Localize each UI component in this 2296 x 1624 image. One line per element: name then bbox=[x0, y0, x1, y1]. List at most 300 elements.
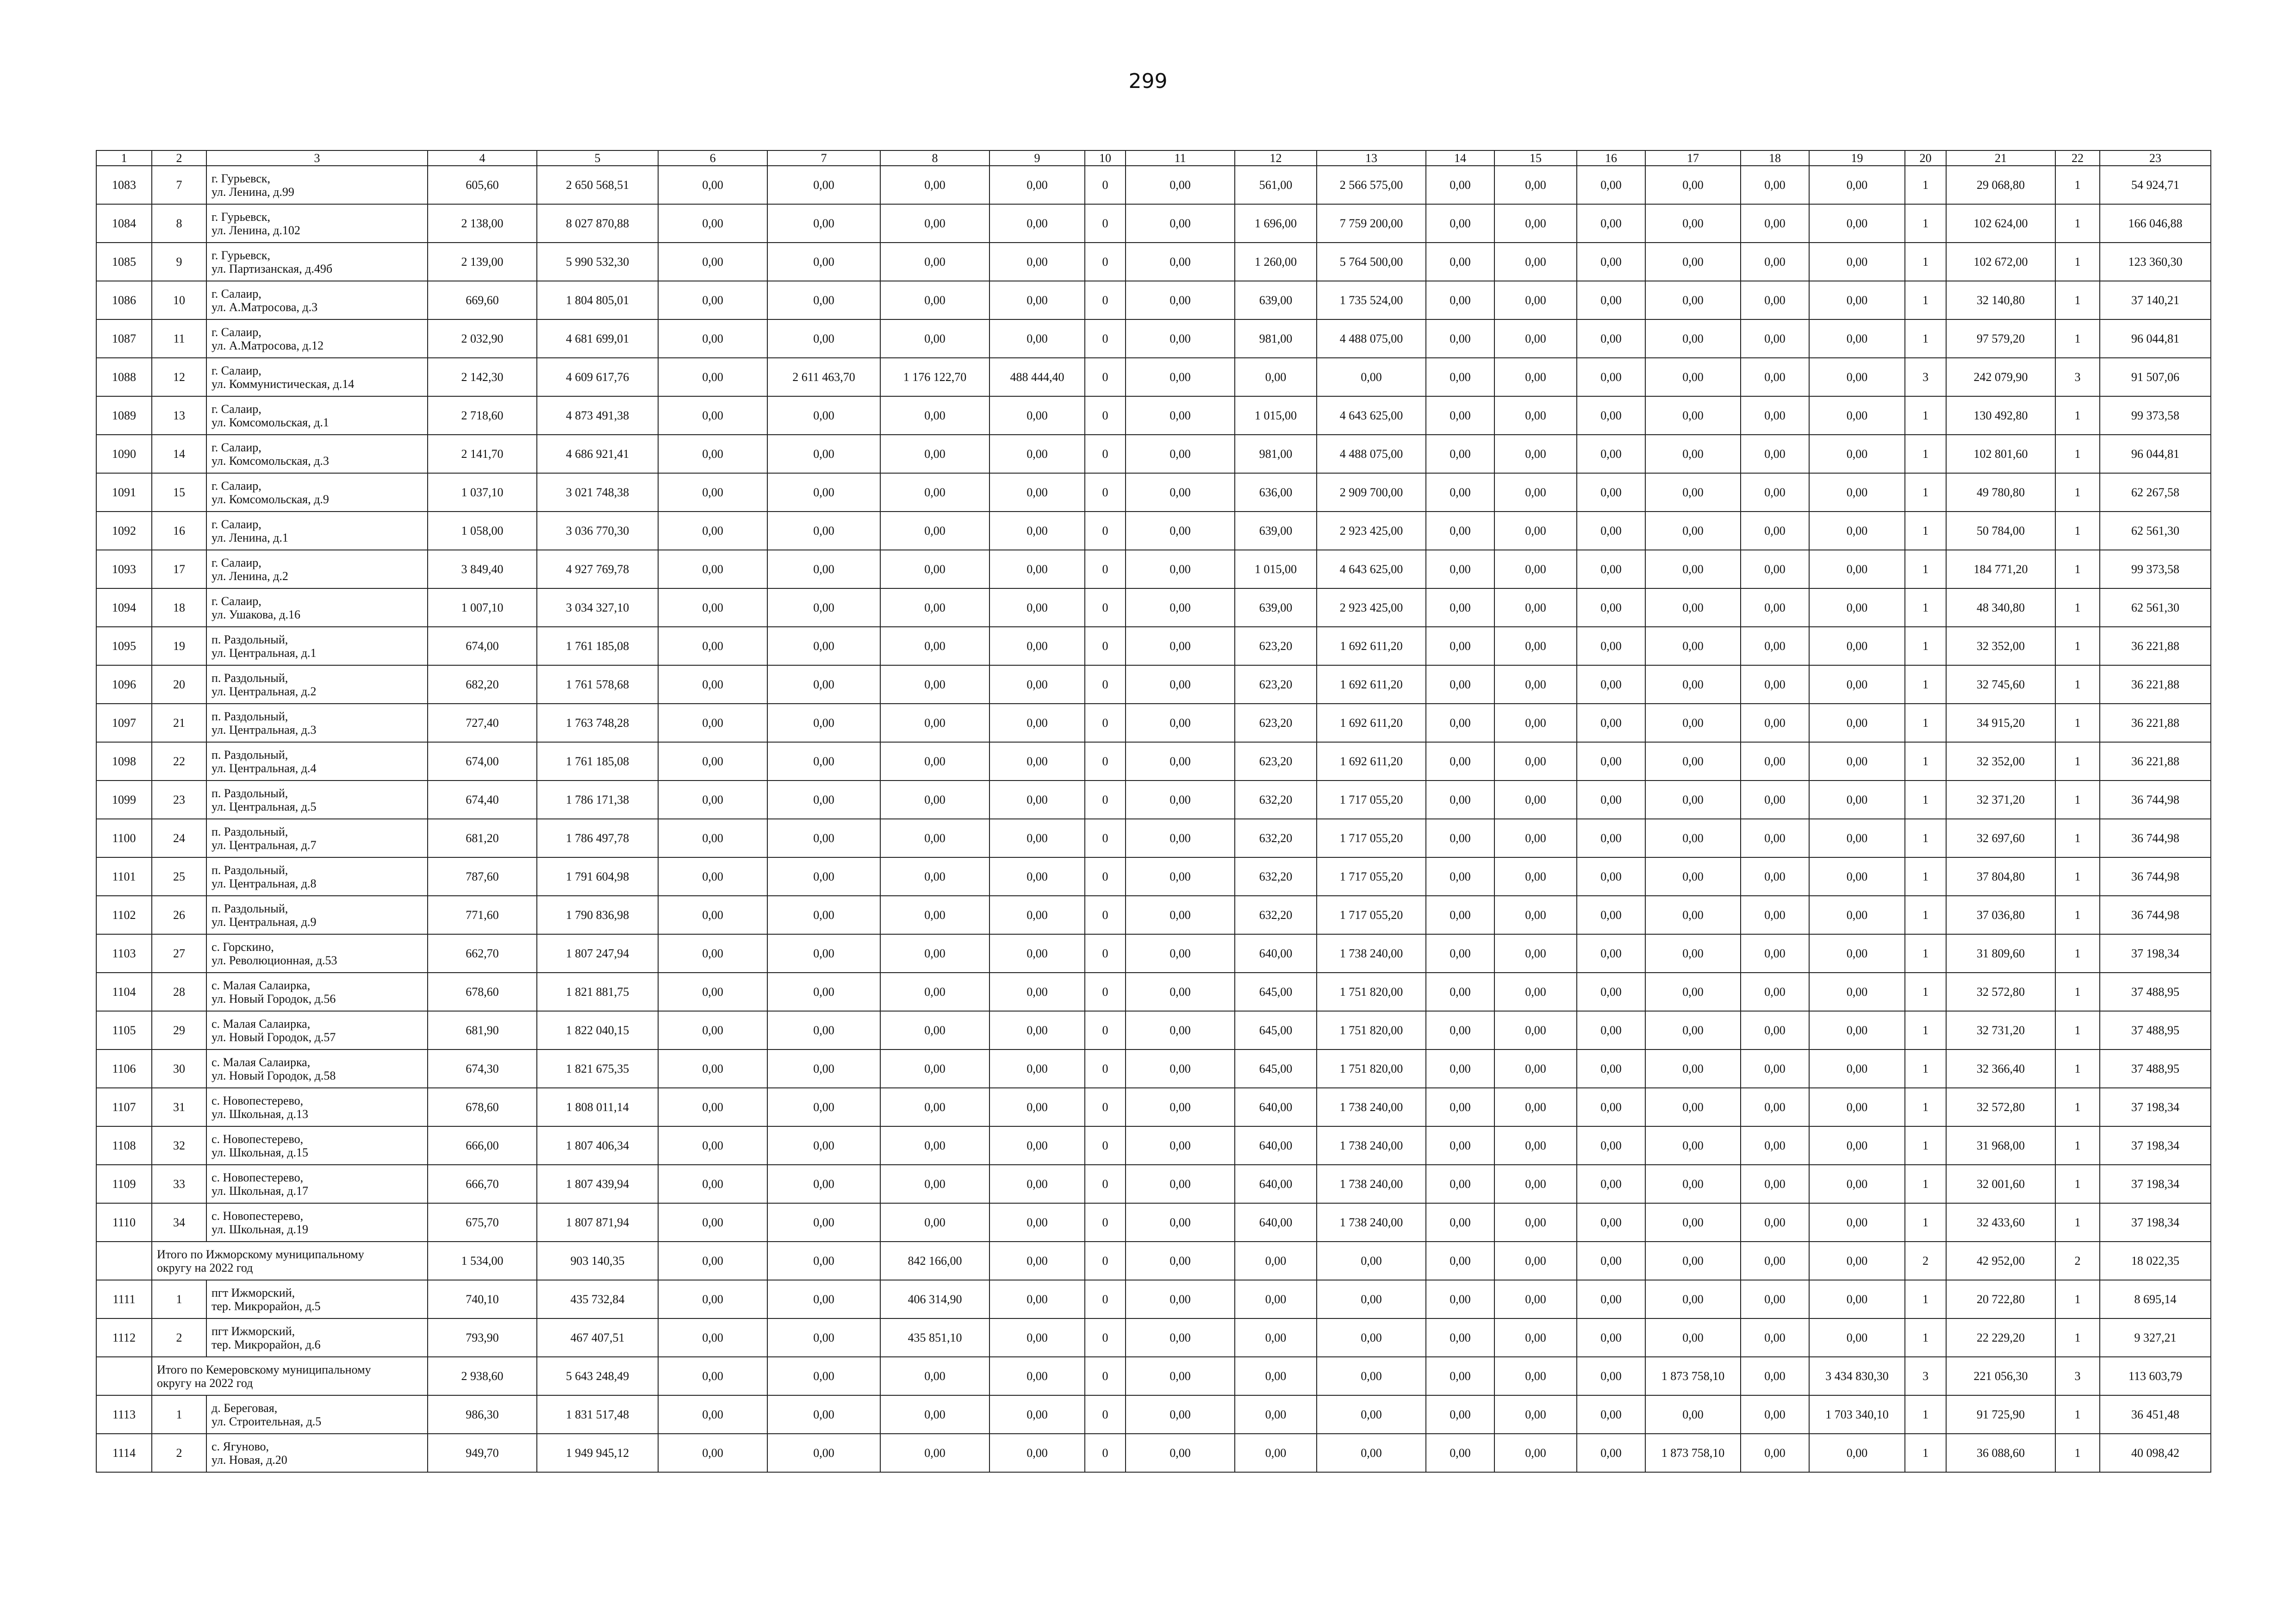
value-cell: 0,00 bbox=[1741, 1203, 1809, 1242]
value-cell: 645,00 bbox=[1235, 1011, 1317, 1049]
value-cell: 1 bbox=[2055, 166, 2100, 204]
value-cell: 1 bbox=[1905, 704, 1946, 742]
value-cell: 42 952,00 bbox=[1946, 1242, 2055, 1280]
address-line-2: ул. Новый Городок, д.56 bbox=[212, 992, 336, 1006]
item-number: 22 bbox=[152, 742, 206, 781]
value-cell: 0,00 bbox=[1741, 1434, 1809, 1472]
address-cell bbox=[206, 1318, 428, 1357]
value-cell: 0,00 bbox=[1126, 1395, 1235, 1434]
value-cell: 1 738 240,00 bbox=[1317, 1165, 1426, 1203]
value-cell: 0,00 bbox=[1577, 166, 1645, 204]
table-row bbox=[96, 550, 2211, 588]
value-cell: 0,00 bbox=[1741, 204, 1809, 243]
value-cell: 0,00 bbox=[1741, 1088, 1809, 1126]
address-line-1: Итого по Ижморскому муниципальному bbox=[157, 1247, 364, 1261]
value-cell: 0,00 bbox=[989, 1126, 1085, 1165]
item-number: 24 bbox=[152, 819, 206, 857]
value-cell: 1 260,00 bbox=[1235, 243, 1317, 281]
address-line-1: г. Салаир, bbox=[212, 287, 261, 300]
item-number: 30 bbox=[152, 1049, 206, 1088]
value-cell: 0,00 bbox=[1741, 396, 1809, 435]
column-header: 22 bbox=[2055, 150, 2100, 166]
value-cell: 0,00 bbox=[1577, 1203, 1645, 1242]
item-number: 2 bbox=[152, 1318, 206, 1357]
value-cell: 727,40 bbox=[428, 704, 537, 742]
address-line-2: ул. Новый Городок, д.58 bbox=[212, 1068, 336, 1082]
value-cell: 37 488,95 bbox=[2100, 1011, 2211, 1049]
value-cell: 0,00 bbox=[1235, 1357, 1317, 1395]
table-row bbox=[96, 704, 2211, 742]
value-cell: 0,00 bbox=[1577, 396, 1645, 435]
value-cell: 37 488,95 bbox=[2100, 1049, 2211, 1088]
value-cell: 0,00 bbox=[767, 973, 880, 1011]
value-cell: 0,00 bbox=[1426, 1357, 1494, 1395]
value-cell: 0,00 bbox=[1426, 857, 1494, 896]
address-line-1: г. Салаир, bbox=[212, 440, 261, 454]
value-cell: 0,00 bbox=[1577, 243, 1645, 281]
value-cell: 2 139,00 bbox=[428, 243, 537, 281]
value-cell: 1 bbox=[1905, 1126, 1946, 1165]
address-line-2: ул. А.Матросова, д.12 bbox=[212, 338, 324, 352]
value-cell: 0,00 bbox=[1126, 396, 1235, 435]
value-cell: 0,00 bbox=[989, 166, 1085, 204]
value-cell: 0 bbox=[1085, 358, 1126, 396]
item-number: 25 bbox=[152, 857, 206, 896]
value-cell: 0,00 bbox=[767, 704, 880, 742]
address-line-1: п. Раздольный, bbox=[212, 632, 288, 646]
value-cell: 640,00 bbox=[1235, 934, 1317, 973]
value-cell: 1 717 055,20 bbox=[1317, 857, 1426, 896]
value-cell: 1 bbox=[2055, 435, 2100, 473]
value-cell: 1 bbox=[2055, 1165, 2100, 1203]
address-line-2: ул. Коммунистическая, д.14 bbox=[212, 377, 355, 391]
value-cell: 32 001,60 bbox=[1946, 1165, 2055, 1203]
value-cell: 0,00 bbox=[1809, 973, 1905, 1011]
value-cell: 3 434 830,30 bbox=[1809, 1357, 1905, 1395]
item-number: 13 bbox=[152, 396, 206, 435]
value-cell: 949,70 bbox=[428, 1434, 537, 1472]
value-cell: 1 791 604,98 bbox=[537, 857, 658, 896]
value-cell: 0,00 bbox=[989, 550, 1085, 588]
value-cell: 3 034 327,10 bbox=[537, 588, 658, 627]
address-line-2: ул. Центральная, д.9 bbox=[212, 915, 317, 929]
value-cell: 0,00 bbox=[767, 243, 880, 281]
value-cell: 37 198,34 bbox=[2100, 1165, 2211, 1203]
value-cell: 0,00 bbox=[1577, 973, 1645, 1011]
value-cell: 130 492,80 bbox=[1946, 396, 2055, 435]
value-cell: 0,00 bbox=[880, 588, 989, 627]
value-cell: 0,00 bbox=[1809, 1126, 1905, 1165]
value-cell: 0,00 bbox=[1645, 473, 1741, 512]
value-cell: 0,00 bbox=[658, 704, 767, 742]
value-cell: 0,00 bbox=[1494, 1434, 1577, 1472]
value-cell: 0 bbox=[1085, 1049, 1126, 1088]
value-cell: 0,00 bbox=[1645, 512, 1741, 550]
item-number: 12 bbox=[152, 358, 206, 396]
item-number: 1 bbox=[152, 1395, 206, 1434]
value-cell: 0,00 bbox=[989, 1395, 1085, 1434]
value-cell: 4 488 075,00 bbox=[1317, 435, 1426, 473]
value-cell: 0 bbox=[1085, 1395, 1126, 1434]
value-cell: 640,00 bbox=[1235, 1088, 1317, 1126]
value-cell: 37 198,34 bbox=[2100, 1203, 2211, 1242]
value-cell: 1 bbox=[2055, 896, 2100, 934]
value-cell: 0,00 bbox=[1126, 281, 1235, 319]
value-cell: 0,00 bbox=[1126, 550, 1235, 588]
value-cell: 623,20 bbox=[1235, 627, 1317, 665]
value-cell: 0,00 bbox=[1494, 435, 1577, 473]
value-cell: 0,00 bbox=[1426, 665, 1494, 704]
value-cell: 2 032,90 bbox=[428, 319, 537, 358]
table-row bbox=[96, 1434, 2211, 1472]
table-row bbox=[96, 1203, 2211, 1242]
value-cell: 0,00 bbox=[880, 512, 989, 550]
value-cell: 1 bbox=[1905, 973, 1946, 1011]
value-cell: 561,00 bbox=[1235, 166, 1317, 204]
value-cell: 0 bbox=[1085, 204, 1126, 243]
table-row bbox=[96, 319, 2211, 358]
value-cell: 0,00 bbox=[1741, 358, 1809, 396]
value-cell: 0,00 bbox=[880, 281, 989, 319]
value-cell: 0,00 bbox=[658, 1126, 767, 1165]
column-header: 1 bbox=[96, 150, 152, 166]
value-cell: 91 725,90 bbox=[1946, 1395, 2055, 1434]
value-cell: 0 bbox=[1085, 819, 1126, 857]
value-cell: 0 bbox=[1085, 857, 1126, 896]
value-cell: 0,00 bbox=[658, 1318, 767, 1357]
column-header: 19 bbox=[1809, 150, 1905, 166]
address-line-2: ул. Ушакова, д.16 bbox=[212, 607, 301, 621]
value-cell: 0,00 bbox=[880, 1011, 989, 1049]
address-line-1: с. Новопестерево, bbox=[212, 1209, 304, 1223]
value-cell: 0,00 bbox=[1741, 934, 1809, 973]
value-cell: 36 451,48 bbox=[2100, 1395, 2211, 1434]
value-cell: 2 938,60 bbox=[428, 1357, 537, 1395]
value-cell: 0,00 bbox=[1494, 1088, 1577, 1126]
value-cell: 0,00 bbox=[1741, 281, 1809, 319]
value-cell: 1 bbox=[1905, 1011, 1946, 1049]
value-cell: 1 822 040,15 bbox=[537, 1011, 658, 1049]
value-cell: 0 bbox=[1085, 1126, 1126, 1165]
address-line-1: с. Новопестерево, bbox=[212, 1093, 304, 1107]
value-cell: 0,00 bbox=[767, 281, 880, 319]
value-cell: 1 bbox=[1905, 665, 1946, 704]
value-cell: 31 968,00 bbox=[1946, 1126, 2055, 1165]
value-cell: 1 bbox=[1905, 896, 1946, 934]
value-cell: 640,00 bbox=[1235, 1203, 1317, 1242]
value-cell: 0,00 bbox=[658, 512, 767, 550]
value-cell: 0,00 bbox=[1741, 704, 1809, 742]
value-cell: 0,00 bbox=[1494, 243, 1577, 281]
value-cell: 0,00 bbox=[767, 1011, 880, 1049]
value-cell: 1 bbox=[2055, 857, 2100, 896]
value-cell: 0,00 bbox=[1126, 1011, 1235, 1049]
value-cell: 1 bbox=[2055, 204, 2100, 243]
value-cell: 50 784,00 bbox=[1946, 512, 2055, 550]
value-cell: 1 bbox=[1905, 857, 1946, 896]
value-cell: 32 140,80 bbox=[1946, 281, 2055, 319]
value-cell: 0,00 bbox=[1645, 588, 1741, 627]
value-cell: 1 bbox=[1905, 1049, 1946, 1088]
value-cell: 0,00 bbox=[1741, 512, 1809, 550]
value-cell: 0,00 bbox=[658, 243, 767, 281]
header-row bbox=[96, 150, 2211, 166]
address-line-1: п. Раздольный, bbox=[212, 786, 288, 800]
table-row bbox=[96, 396, 2211, 435]
value-cell: 0,00 bbox=[880, 1126, 989, 1165]
value-cell: 0,00 bbox=[989, 396, 1085, 435]
value-cell: 0,00 bbox=[880, 627, 989, 665]
value-cell: 0,00 bbox=[1317, 1242, 1426, 1280]
value-cell: 1 bbox=[1905, 1203, 1946, 1242]
value-cell: 0,00 bbox=[658, 1165, 767, 1203]
value-cell: 102 672,00 bbox=[1946, 243, 2055, 281]
value-cell: 0,00 bbox=[989, 473, 1085, 512]
value-cell: 0,00 bbox=[1645, 627, 1741, 665]
value-cell: 787,60 bbox=[428, 857, 537, 896]
value-cell: 0,00 bbox=[1577, 857, 1645, 896]
value-cell: 0 bbox=[1085, 896, 1126, 934]
value-cell: 1 821 675,35 bbox=[537, 1049, 658, 1088]
value-cell: 2 141,70 bbox=[428, 435, 537, 473]
value-cell: 605,60 bbox=[428, 166, 537, 204]
value-cell: 1 bbox=[1905, 204, 1946, 243]
value-cell: 0,00 bbox=[880, 704, 989, 742]
value-cell: 1 bbox=[2055, 742, 2100, 781]
value-cell: 0,00 bbox=[1126, 588, 1235, 627]
value-cell: 1 717 055,20 bbox=[1317, 781, 1426, 819]
item-number: 26 bbox=[152, 896, 206, 934]
value-cell: 0,00 bbox=[767, 1318, 880, 1357]
value-cell: 1 949 945,12 bbox=[537, 1434, 658, 1472]
value-cell: 1 738 240,00 bbox=[1317, 1126, 1426, 1165]
address-line-1: с. Малая Салаирка, bbox=[212, 1017, 311, 1031]
value-cell: 22 229,20 bbox=[1946, 1318, 2055, 1357]
value-cell: 0,00 bbox=[1809, 1165, 1905, 1203]
value-cell: 0,00 bbox=[658, 665, 767, 704]
value-cell: 1 bbox=[1905, 742, 1946, 781]
value-cell: 0,00 bbox=[1809, 281, 1905, 319]
value-cell: 986,30 bbox=[428, 1395, 537, 1434]
table-row bbox=[96, 1318, 2211, 1357]
address-cell bbox=[206, 243, 428, 281]
item-number: 16 bbox=[152, 512, 206, 550]
value-cell: 0,00 bbox=[1645, 1126, 1741, 1165]
value-cell: 0,00 bbox=[1809, 857, 1905, 896]
value-cell: 3 849,40 bbox=[428, 550, 537, 588]
column-header: 8 bbox=[880, 150, 989, 166]
value-cell: 0,00 bbox=[1426, 781, 1494, 819]
value-cell: 1 751 820,00 bbox=[1317, 973, 1426, 1011]
value-cell: 0,00 bbox=[880, 1203, 989, 1242]
value-cell: 0,00 bbox=[880, 166, 989, 204]
value-cell: 0,00 bbox=[1426, 396, 1494, 435]
item-number: 1 bbox=[152, 1280, 206, 1318]
value-cell: 37 198,34 bbox=[2100, 934, 2211, 973]
item-number: 29 bbox=[152, 1011, 206, 1049]
value-cell: 0,00 bbox=[1426, 1395, 1494, 1434]
value-cell: 1 696,00 bbox=[1235, 204, 1317, 243]
address-cell bbox=[206, 819, 428, 857]
value-cell: 5 643 248,49 bbox=[537, 1357, 658, 1395]
address-cell bbox=[206, 1049, 428, 1088]
address-line-2: ул. Центральная, д.5 bbox=[212, 800, 317, 813]
value-cell: 0,00 bbox=[880, 896, 989, 934]
value-cell: 645,00 bbox=[1235, 1049, 1317, 1088]
value-cell: 1 763 748,28 bbox=[537, 704, 658, 742]
value-cell: 0,00 bbox=[767, 665, 880, 704]
value-cell: 32 572,80 bbox=[1946, 973, 2055, 1011]
value-cell: 903 140,35 bbox=[537, 1242, 658, 1280]
value-cell: 0,00 bbox=[1426, 704, 1494, 742]
table-body bbox=[96, 166, 2211, 1472]
value-cell: 0,00 bbox=[1126, 1126, 1235, 1165]
value-cell: 102 801,60 bbox=[1946, 435, 2055, 473]
value-cell: 0,00 bbox=[1494, 742, 1577, 781]
value-cell: 1 807 247,94 bbox=[537, 934, 658, 973]
value-cell: 0,00 bbox=[1126, 204, 1235, 243]
value-cell: 0,00 bbox=[1577, 358, 1645, 396]
value-cell: 0,00 bbox=[767, 1357, 880, 1395]
address-line-1: г. Салаир, bbox=[212, 556, 261, 569]
value-cell: 1 bbox=[1905, 166, 1946, 204]
address-line-2: ул. Ленина, д.2 bbox=[212, 569, 288, 583]
value-cell: 0,00 bbox=[1426, 896, 1494, 934]
value-cell: 0,00 bbox=[658, 166, 767, 204]
value-cell: 0,00 bbox=[1126, 1203, 1235, 1242]
table-row bbox=[96, 512, 2211, 550]
value-cell: 662,70 bbox=[428, 934, 537, 973]
value-cell: 0,00 bbox=[1577, 1165, 1645, 1203]
row-number: 1085 bbox=[96, 243, 152, 281]
value-cell: 0,00 bbox=[1494, 1165, 1577, 1203]
row-number: 1112 bbox=[96, 1318, 152, 1357]
row-number: 1101 bbox=[96, 857, 152, 896]
table-row bbox=[96, 358, 2211, 396]
value-cell: 0 bbox=[1085, 704, 1126, 742]
address-line-2: ул. Школьная, д.19 bbox=[212, 1222, 309, 1236]
value-cell: 1 761 185,08 bbox=[537, 742, 658, 781]
row-number: 1109 bbox=[96, 1165, 152, 1203]
value-cell: 406 314,90 bbox=[880, 1280, 989, 1318]
value-cell: 1 bbox=[2055, 396, 2100, 435]
value-cell: 0,00 bbox=[989, 1049, 1085, 1088]
value-cell: 37 198,34 bbox=[2100, 1126, 2211, 1165]
address-cell bbox=[206, 1395, 428, 1434]
value-cell: 0 bbox=[1085, 1165, 1126, 1203]
value-cell: 0,00 bbox=[989, 704, 1085, 742]
address-cell bbox=[206, 1126, 428, 1165]
value-cell: 0,00 bbox=[1126, 1088, 1235, 1126]
row-number: 1093 bbox=[96, 550, 152, 588]
value-cell: 0,00 bbox=[880, 1357, 989, 1395]
value-cell: 0,00 bbox=[1126, 319, 1235, 358]
value-cell: 0,00 bbox=[1494, 973, 1577, 1011]
address-cell bbox=[206, 1165, 428, 1203]
value-cell: 0,00 bbox=[1645, 819, 1741, 857]
value-cell: 0,00 bbox=[1809, 1318, 1905, 1357]
value-cell: 0 bbox=[1085, 1280, 1126, 1318]
address-cell bbox=[206, 1203, 428, 1242]
value-cell: 166 046,88 bbox=[2100, 204, 2211, 243]
value-cell: 0,00 bbox=[1126, 243, 1235, 281]
value-cell: 37 488,95 bbox=[2100, 973, 2211, 1011]
value-cell: 0,00 bbox=[767, 166, 880, 204]
value-cell: 1 790 836,98 bbox=[537, 896, 658, 934]
value-cell: 1 786 171,38 bbox=[537, 781, 658, 819]
value-cell: 0,00 bbox=[767, 435, 880, 473]
value-cell: 0,00 bbox=[767, 742, 880, 781]
row-number: 1100 bbox=[96, 819, 152, 857]
value-cell: 0,00 bbox=[1577, 1126, 1645, 1165]
value-cell: 0,00 bbox=[1741, 1318, 1809, 1357]
address-cell bbox=[206, 1434, 428, 1472]
value-cell: 0,00 bbox=[880, 1088, 989, 1126]
value-cell: 1 bbox=[2055, 473, 2100, 512]
value-cell: 0,00 bbox=[658, 1088, 767, 1126]
value-cell: 0,00 bbox=[989, 1357, 1085, 1395]
address-line-1: пгт Ижморский, bbox=[212, 1324, 295, 1338]
value-cell: 0,00 bbox=[658, 319, 767, 358]
value-cell: 0,00 bbox=[1577, 1434, 1645, 1472]
value-cell: 0,00 bbox=[1426, 973, 1494, 1011]
column-header: 14 bbox=[1426, 150, 1494, 166]
value-cell: 0,00 bbox=[1741, 665, 1809, 704]
value-cell: 0,00 bbox=[1645, 1203, 1741, 1242]
row-number: 1091 bbox=[96, 473, 152, 512]
row-number: 1088 bbox=[96, 358, 152, 396]
value-cell: 0,00 bbox=[767, 934, 880, 973]
value-cell: 1 bbox=[2055, 281, 2100, 319]
value-cell: 0,00 bbox=[658, 896, 767, 934]
column-header: 9 bbox=[989, 150, 1085, 166]
value-cell: 0 bbox=[1085, 1357, 1126, 1395]
value-cell: 0,00 bbox=[989, 204, 1085, 243]
value-cell: 1 bbox=[1905, 1165, 1946, 1203]
value-cell: 0,00 bbox=[1741, 1049, 1809, 1088]
value-cell: 0,00 bbox=[658, 857, 767, 896]
value-cell: 0,00 bbox=[1126, 627, 1235, 665]
value-cell: 0,00 bbox=[1577, 281, 1645, 319]
value-cell: 0,00 bbox=[658, 1434, 767, 1472]
value-cell: 0,00 bbox=[1809, 1011, 1905, 1049]
address-line-1: с. Новопестерево, bbox=[212, 1170, 304, 1184]
value-cell: 0 bbox=[1085, 243, 1126, 281]
value-cell: 0,00 bbox=[1741, 973, 1809, 1011]
table-row bbox=[96, 665, 2211, 704]
value-cell: 0,00 bbox=[1645, 204, 1741, 243]
value-cell: 1 bbox=[2055, 934, 2100, 973]
value-cell: 0,00 bbox=[1126, 1165, 1235, 1203]
address-line-1: г. Салаир, bbox=[212, 594, 261, 608]
value-cell: 8 027 870,88 bbox=[537, 204, 658, 243]
value-cell: 0,00 bbox=[1645, 1088, 1741, 1126]
value-cell: 0,00 bbox=[1577, 1088, 1645, 1126]
value-cell: 3 bbox=[2055, 1357, 2100, 1395]
value-cell: 3 036 770,30 bbox=[537, 512, 658, 550]
value-cell: 1 bbox=[1905, 627, 1946, 665]
value-cell: 0,00 bbox=[1577, 435, 1645, 473]
value-cell: 1 037,10 bbox=[428, 473, 537, 512]
value-cell: 0,00 bbox=[880, 204, 989, 243]
address-line-1: г. Салаир, bbox=[212, 402, 261, 416]
value-cell: 0,00 bbox=[1809, 512, 1905, 550]
value-cell: 0 bbox=[1085, 1242, 1126, 1280]
value-cell: 1 738 240,00 bbox=[1317, 934, 1426, 973]
value-cell: 0,00 bbox=[767, 396, 880, 435]
value-cell: 0,00 bbox=[989, 1088, 1085, 1126]
value-cell: 0,00 bbox=[1494, 396, 1577, 435]
